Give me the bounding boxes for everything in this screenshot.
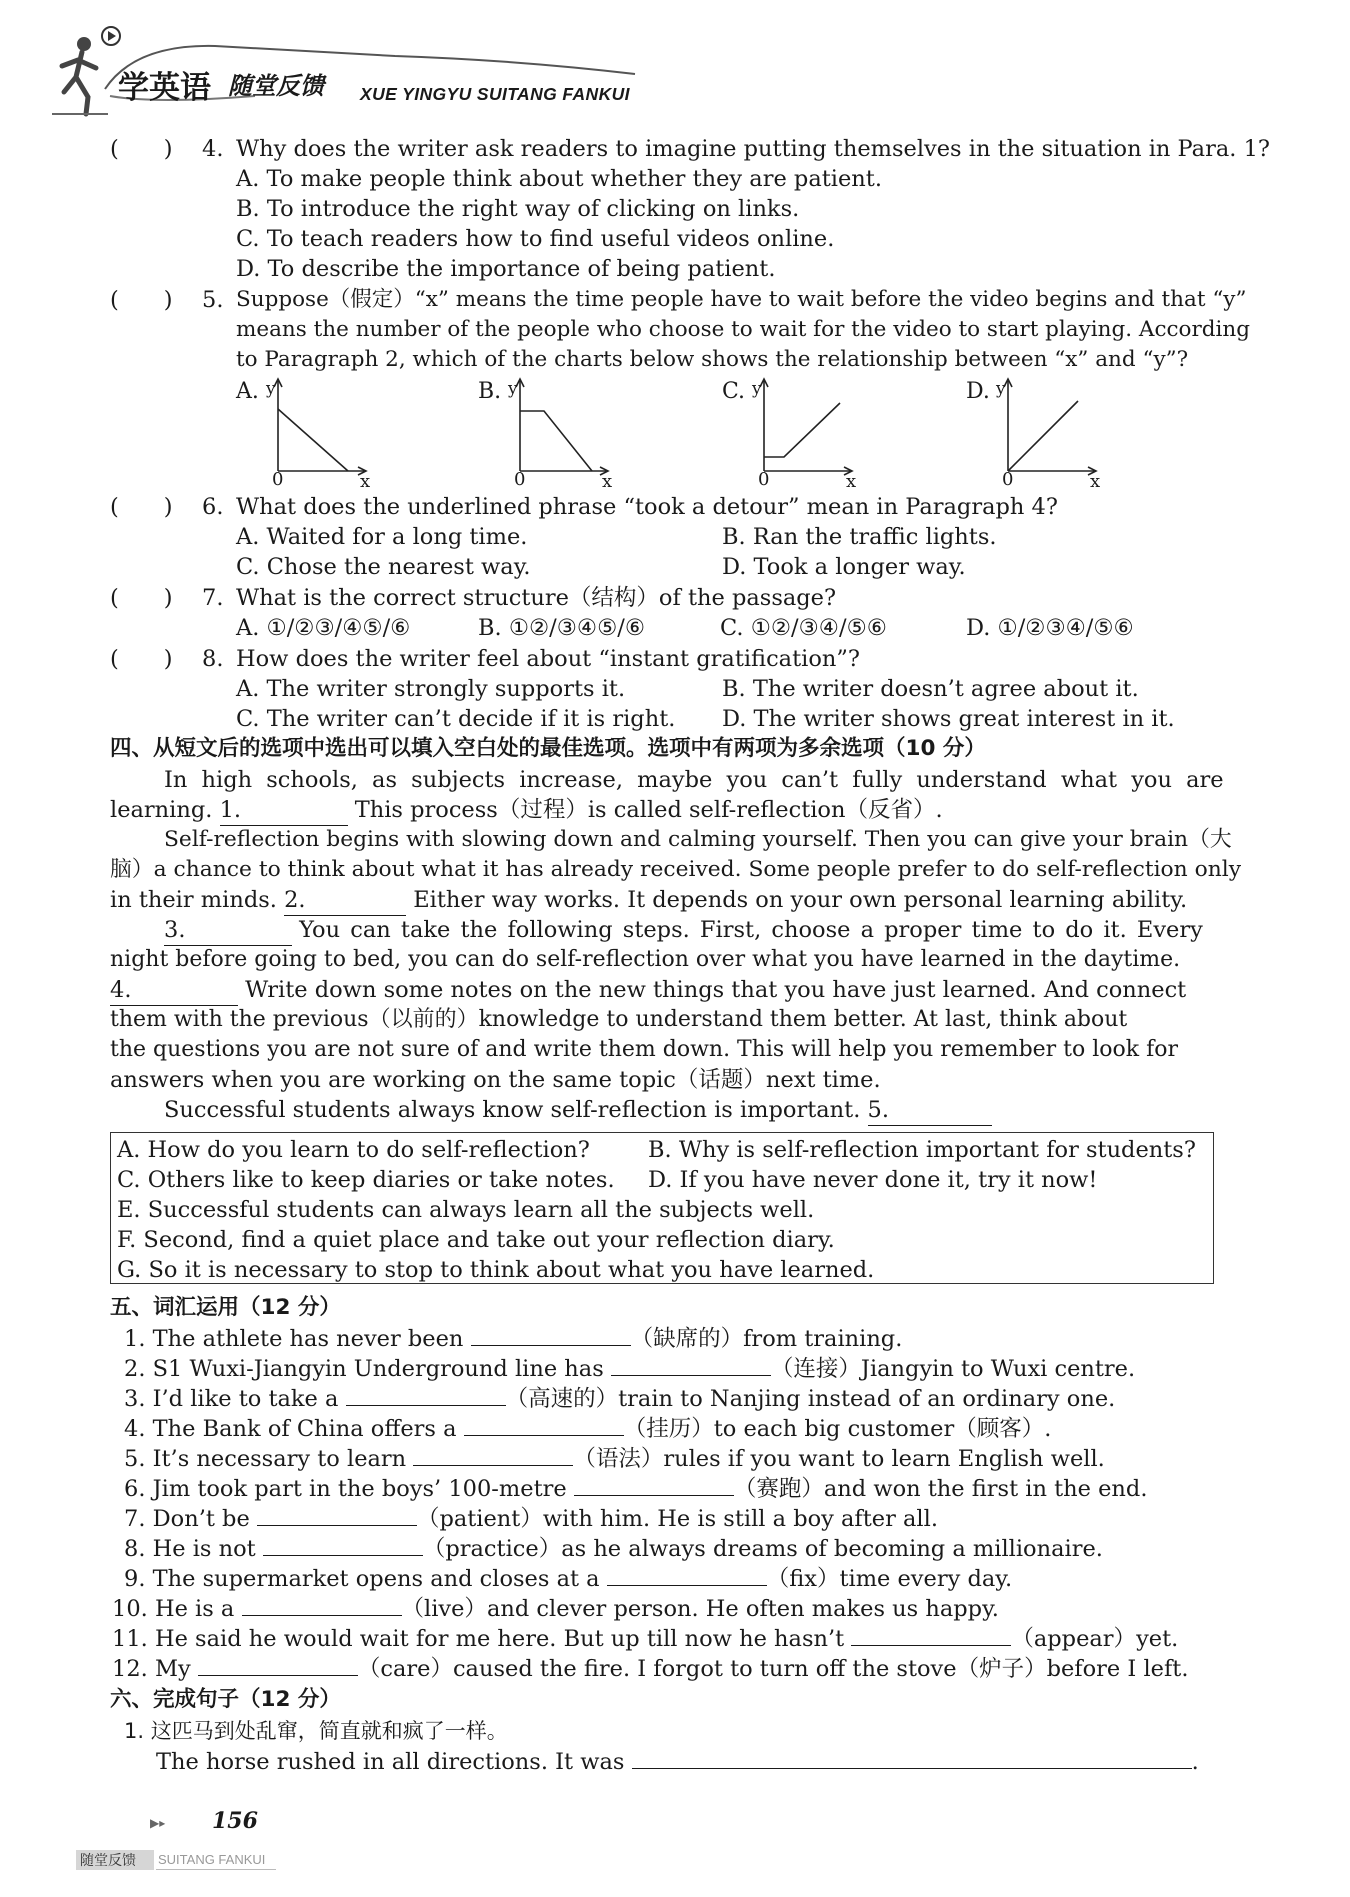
question-8-paren: ( ) bbox=[110, 646, 173, 672]
answer-blank[interactable] bbox=[257, 1503, 417, 1526]
header-title: 学英语 bbox=[118, 70, 211, 106]
chart-label: C. bbox=[722, 379, 746, 404]
chart-x-label: x bbox=[1090, 471, 1101, 492]
passage-line: learning. 1. This process（过程）is called self-reflection（反省）. bbox=[110, 795, 943, 826]
answer-blank[interactable] bbox=[607, 1563, 767, 1586]
option-a: A. How do you learn to do self-reflection? bbox=[117, 1137, 590, 1163]
vocab-item: 12. My （care）caused the fire. I forgot to turn off the stove（炉子）before I left. bbox=[112, 1653, 1188, 1684]
chart-c-line bbox=[764, 403, 840, 457]
question-6-option: A. Waited for a long time. bbox=[236, 524, 528, 550]
header-subtitle-en: XUE YINGYU SUITANG FANKUI bbox=[360, 84, 630, 104]
answer-blank[interactable] bbox=[242, 1593, 402, 1616]
passage-line: them with the previous（以前的）knowledge to understand them better. At last, think about bbox=[110, 1007, 1128, 1032]
question-8-num: 8. bbox=[202, 646, 224, 672]
answer-blank[interactable] bbox=[464, 1413, 624, 1436]
question-7-option: A. ①/②③/④⑤/⑥ bbox=[236, 615, 411, 641]
question-6-num: 6. bbox=[202, 494, 224, 520]
chart-origin-label: 0 bbox=[1002, 469, 1014, 490]
vocab-item: 8. He is not （practice）as he always dreams of becoming a millionaire. bbox=[124, 1533, 1103, 1564]
question-6-stem: What does the underlined phrase “took a detour” mean in Paragraph 4? bbox=[236, 494, 1058, 520]
question-6-option: C. Chose the nearest way. bbox=[236, 554, 531, 580]
vocab-item: 4. The Bank of China offers a （挂历）to each big customer（顾客）. bbox=[124, 1413, 1051, 1444]
question-8-option: D. The writer shows great interest in it. bbox=[722, 706, 1175, 732]
footer-rule bbox=[156, 1869, 276, 1870]
question-7-option: D. ①/②③④/⑤⑥ bbox=[966, 615, 1134, 641]
blank-2[interactable]: 2. bbox=[284, 885, 406, 916]
chart-origin-label: 0 bbox=[758, 469, 770, 490]
answer-blank[interactable] bbox=[611, 1353, 771, 1376]
question-7-stem: What is the correct structure（结构）of the passage? bbox=[236, 585, 837, 611]
passage-line: In high schools, as subjects increase, maybe you can’t fully understand what you are bbox=[164, 767, 1224, 793]
chart-a-line bbox=[278, 409, 348, 471]
answer-blank[interactable] bbox=[198, 1653, 358, 1676]
vocab-item: 1. The athlete has never been （缺席的）from training. bbox=[124, 1323, 902, 1354]
vocab-item: 7. Don’t be （patient）with him. He is still a boy after all. bbox=[124, 1503, 938, 1534]
chart-label: D. bbox=[966, 379, 990, 404]
vocab-item: 9. The supermarket opens and closes at a （fix）time every day. bbox=[124, 1563, 1012, 1594]
question-8-stem: How does the writer feel about “instant gratification”? bbox=[236, 646, 860, 672]
question-5-paren: ( ) bbox=[110, 287, 173, 313]
footer-tag-en: SUITANG FANKUI bbox=[158, 1852, 266, 1867]
answer-charts bbox=[236, 375, 1136, 495]
chart-d-line bbox=[1008, 401, 1078, 471]
question-4-num: 4. bbox=[202, 136, 224, 162]
question-5-stem: means the number of the people who choose to wait for the video to start playing. According bbox=[236, 317, 1251, 342]
section-5-title: 五、词汇运用（12 分） bbox=[110, 1295, 341, 1320]
chart-origin-label: 0 bbox=[514, 469, 526, 490]
answer-blank[interactable] bbox=[574, 1473, 734, 1496]
question-4-option: D. To describe the importance of being patient. bbox=[236, 256, 776, 282]
question-8-option: B. The writer doesn’t agree about it. bbox=[722, 676, 1139, 702]
passage-line: 3. You can take the following steps. First, choose a proper time to do it. Every bbox=[164, 915, 1203, 946]
option-g: G. So it is necessary to stop to think about what you have learned. bbox=[117, 1257, 875, 1283]
passage-line: in their minds. 2. Either way works. It depends on your own personal learning ability. bbox=[110, 885, 1187, 916]
chart-y-label: y bbox=[752, 379, 762, 399]
question-8-option: A. The writer strongly supports it. bbox=[236, 676, 626, 702]
vocab-item: 3. I’d like to take a （高速的）train to Nanjing instead of an ordinary one. bbox=[124, 1383, 1115, 1414]
answer-blank[interactable] bbox=[851, 1623, 1011, 1646]
question-7-option: B. ①②/③④⑤/⑥ bbox=[478, 615, 646, 641]
option-c: C. Others like to keep diaries or take notes. bbox=[117, 1167, 615, 1193]
blank-3[interactable]: 3. bbox=[164, 915, 292, 946]
question-4-option: B. To introduce the right way of clicking on links. bbox=[236, 196, 800, 222]
answer-blank[interactable] bbox=[632, 1746, 1192, 1769]
vocab-item: 11. He said he would wait for me here. But up till now he hasn’t （appear）yet. bbox=[112, 1623, 1178, 1654]
question-6-option: B. Ran the traffic lights. bbox=[722, 524, 997, 550]
chart-label: B. bbox=[478, 379, 502, 404]
arrow-icon: ▶▸ bbox=[150, 1816, 166, 1830]
blank-4[interactable]: 4. bbox=[110, 975, 238, 1006]
passage-line: night before going to bed, you can do self-reflection over what you have learned in the daytime. bbox=[110, 947, 1181, 972]
chart-y-label: y bbox=[996, 379, 1006, 399]
option-e: E. Successful students can always learn all the subjects well. bbox=[117, 1197, 815, 1223]
question-4-paren: ( ) bbox=[110, 136, 173, 162]
passage-line: the questions you are not sure of and write them down. This will help you remember to look for bbox=[110, 1037, 1179, 1062]
passage-line: Successful students always know self-reflection is important. 5. bbox=[164, 1095, 992, 1126]
sentence-1-chinese: 1. 这匹马到处乱窜，简直就和疯了一样。 bbox=[124, 1719, 508, 1743]
answer-blank[interactable] bbox=[413, 1443, 573, 1466]
section-6-title: 六、完成句子（12 分） bbox=[110, 1687, 341, 1712]
question-5-stem: to Paragraph 2, which of the charts below shows the relationship between “x” and “y”? bbox=[236, 347, 1189, 372]
blank-1[interactable]: 1. bbox=[220, 795, 348, 826]
vocab-item: 6. Jim took part in the boys’ 100-metre （赛跑）and won the first in the end. bbox=[124, 1473, 1147, 1504]
chart-label: A. bbox=[236, 379, 259, 404]
question-7-num: 7. bbox=[202, 585, 224, 611]
question-7-option: C. ①②/③④/⑤⑥ bbox=[720, 615, 887, 641]
vocab-item: 2. S1 Wuxi-Jiangyin Underground line has （连接）Jiangyin to Wuxi centre. bbox=[124, 1353, 1135, 1384]
header-subtitle-cn: 随堂反馈 bbox=[228, 71, 324, 100]
footer-tag-cn: 随堂反馈 bbox=[80, 1853, 136, 1869]
blank-5[interactable]: 5. bbox=[868, 1095, 992, 1126]
passage-line: Self-reflection begins with slowing down and calming yourself. Then you can give your brain（大 bbox=[164, 827, 1232, 852]
option-f: F. Second, find a quiet place and take out your reflection diary. bbox=[117, 1227, 835, 1253]
chart-b-line bbox=[520, 411, 592, 471]
section-4-title: 四、从短文后的选项中选出可以填入空白处的最佳选项。选项中有两项为多余选项（10 分） bbox=[110, 736, 986, 761]
vocab-item: 5. It’s necessary to learn （语法）rules if you want to learn English well. bbox=[124, 1443, 1105, 1474]
chart-y-label: y bbox=[508, 379, 518, 399]
question-5-num: 5. bbox=[202, 287, 224, 313]
question-4-stem: Why does the writer ask readers to imagine putting themselves in the situation in Para. 1? bbox=[236, 136, 1270, 162]
question-6-paren: ( ) bbox=[110, 494, 173, 520]
answer-blank[interactable] bbox=[263, 1533, 423, 1556]
passage-line: 4. Write down some notes on the new things that you have just learned. And connect bbox=[110, 975, 1186, 1006]
question-4-option: C. To teach readers how to find useful videos online. bbox=[236, 226, 835, 252]
sentence-1-english: The horse rushed in all directions. It was . bbox=[156, 1746, 1199, 1777]
chart-y-label: y bbox=[266, 379, 276, 399]
question-5-stem: Suppose（假定）“x” means the time people have to wait before the video begins and that “y” bbox=[236, 287, 1247, 312]
chart-x-label: x bbox=[846, 471, 857, 492]
answer-blank[interactable] bbox=[471, 1323, 631, 1346]
question-7-paren: ( ) bbox=[110, 585, 173, 611]
vocab-item: 10. He is a （live）and clever person. He often makes us happy. bbox=[112, 1593, 999, 1624]
passage-line: answers when you are working on the same topic（话题）next time. bbox=[110, 1067, 881, 1093]
passage-line: 脑）a chance to think about what it has already received. Some people prefer to do self-reflection only bbox=[110, 857, 1242, 882]
question-6-option: D. Took a longer way. bbox=[722, 554, 966, 580]
chart-x-label: x bbox=[602, 471, 613, 492]
chart-origin-label: 0 bbox=[272, 469, 284, 490]
answer-blank[interactable] bbox=[346, 1383, 506, 1406]
option-b: B. Why is self-reflection important for students? bbox=[648, 1137, 1196, 1163]
page-number: 156 bbox=[212, 1808, 258, 1834]
question-8-option: C. The writer can’t decide if it is right. bbox=[236, 706, 676, 732]
question-4-option: A. To make people think about whether they are patient. bbox=[236, 166, 882, 192]
chart-x-label: x bbox=[360, 471, 371, 492]
option-d: D. If you have never done it, try it now! bbox=[648, 1167, 1098, 1193]
